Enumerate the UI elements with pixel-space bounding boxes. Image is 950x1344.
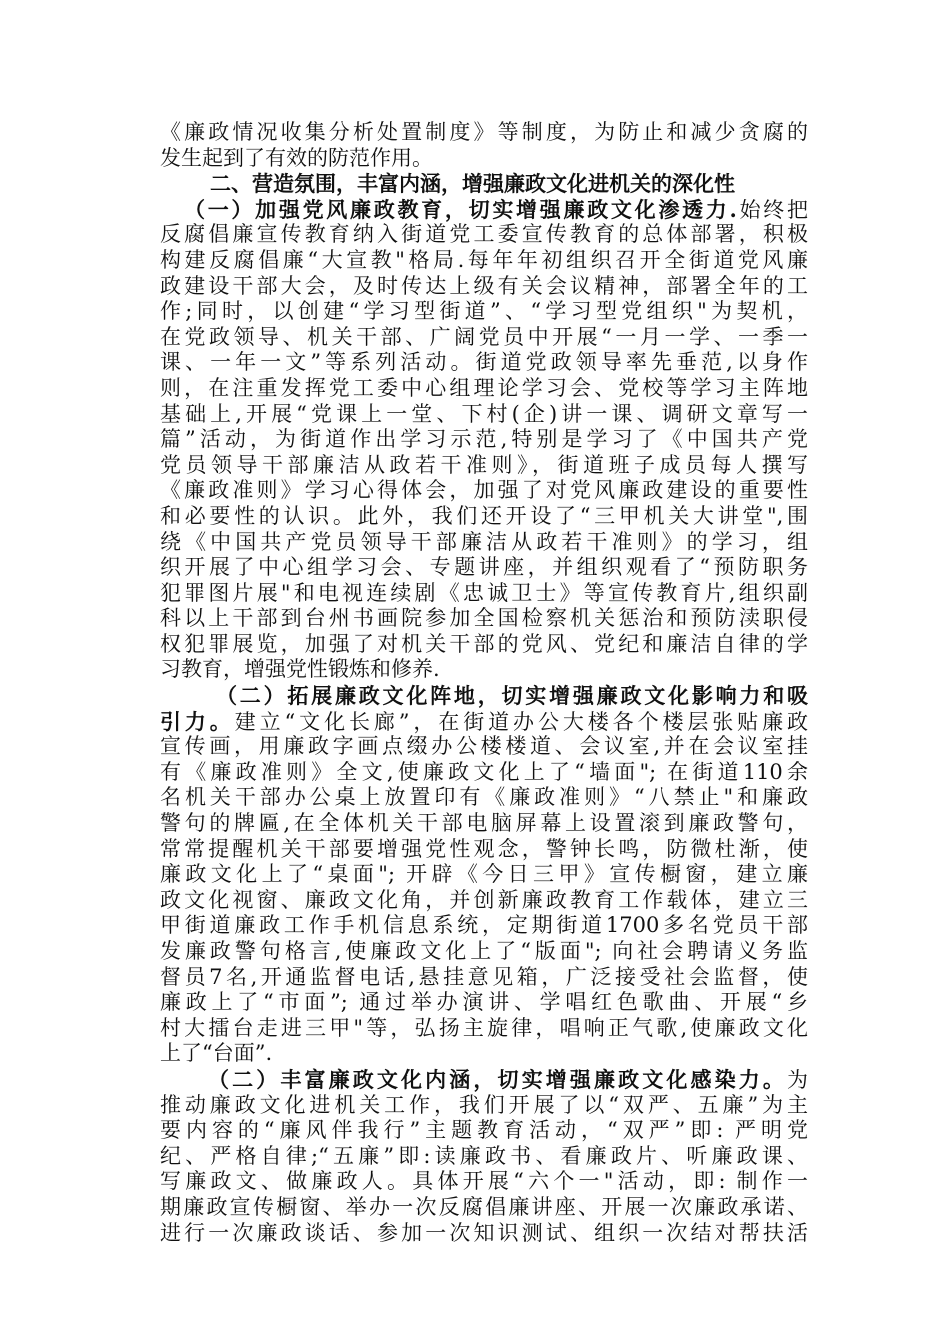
text-line: 进行一次廉政谈话、参加一次知识测试、组织一次结对帮扶活 — [160, 1220, 808, 1245]
text-line: 基础上,开展“党课上一堂、下村(企)讲一课、调研文章写一 — [160, 401, 808, 426]
subsection-2-heading-end: 引力。 — [160, 708, 235, 734]
document-page — [160, 120, 808, 1246]
text-line: 推动廉政文化进机关工作，我们开展了以“双严、五廉”为主 — [160, 1092, 808, 1117]
text-line: 犯罪图片展"和电视连续剧《忠诚卫士》等宣传教育片,组织副 — [160, 580, 808, 605]
subsection-1-heading: （一）加强党风廉政教育，切实增强廉政文化渗透力. — [184, 196, 737, 222]
paragraph-intro — [160, 120, 808, 171]
text-line: 督员7名,开通监督电话,悬挂意见箱，广泛接受社会监督，使 — [160, 964, 808, 989]
text-line: 党员领导干部廉洁从政若干准则》，街道班子成员每人撰写 — [160, 452, 808, 477]
text-line: 名机关干部办公桌上放置印有《廉政准则》“八禁止"和廉政 — [160, 785, 808, 810]
text-line: 发廉政警句格言,使廉政文化上了“版面"; 向社会聘请义务监 — [160, 939, 808, 963]
text-line: 期廉政宣传橱窗、举办一次反腐倡廉讲座、开展一次廉政承诺、 — [160, 1194, 808, 1219]
text-line: 作;同时，以创建“学习型街道”、“学习型党组织"为契机， — [160, 299, 808, 324]
text-line: 习教育，增强党性锻炼和修养. — [160, 657, 440, 682]
subsection-1 — [160, 197, 808, 683]
text-line: 则，在注重发挥党工委中心组理论学习会、党校等学习主阵地 — [160, 375, 808, 400]
text-line: 上了“台面”. — [160, 1041, 273, 1066]
text-line: 写廉政文、做廉政人。具体开展“六个一"活动，即: 制作一 — [160, 1169, 808, 1194]
text-line: 要内容的“廉风伴我行”主题教育活动，“双严”即: 严明党 — [160, 1118, 808, 1143]
subsection-2 — [160, 683, 808, 1067]
text-line: 织开展了中心组学习会、专题讲座，并组织观看了“预防职务 — [160, 555, 808, 580]
section-heading: 二、营造氛围，丰富内涵，增强廉政文化进机关的深化性 — [210, 171, 735, 197]
text-line: 和必要性的认识。此外，我们还开设了“三甲机关大讲堂",围 — [160, 503, 808, 528]
text-line: 警句的牌匾,在全体机关干部电脑屏幕上设置滚到廉政警句， — [160, 811, 808, 836]
text-line: 廉政上了“市面”; 通过举办演讲、学唱红色歌曲、开展“乡 — [160, 990, 808, 1015]
text-line: 政文化视窗、廉政文化角，并创新廉政教育工作载体，建立三 — [160, 887, 808, 912]
subsection-2-heading: （二）拓展廉政文化阵地，切实增强廉政文化影响力和吸 — [216, 683, 808, 709]
text-line: 发生起到了有效的防范作用。 — [160, 145, 433, 170]
subsection-2-second-line — [160, 709, 808, 735]
text-line: 课、一年一文”等系列活动。街道党政领导率先垂范,以身作 — [160, 350, 808, 375]
subsection-1-first-line — [160, 197, 808, 223]
subsection-3-first-line — [160, 1067, 808, 1093]
text-fragment: 为 — [787, 1067, 808, 1092]
text-line: 宣传画，用廉政字画点缀办公楼楼道、会议室,并在会议室挂 — [160, 734, 808, 759]
text-line: 构建反腐倡廉“大宣教"格局.每年年初组织召开全街道党风廉 — [160, 247, 808, 272]
text-line: 廉政文化上了“桌面"; 开辟《今日三甲》宣传橱窗，建立廉 — [160, 862, 808, 887]
text-fragment: 建立“文化长廊”，在街道办公大楼各个楼层张贴廉政 — [234, 709, 808, 734]
subsection-3-heading: （二）丰富廉政文化内涵，切实增强廉政文化感染力。 — [208, 1066, 787, 1092]
text-line: 有《廉政准则》全文,使廉政文化上了“墙面"; 在街道110余 — [160, 759, 808, 784]
subsection-3 — [160, 1067, 808, 1246]
text-line: 常常提醒机关干部要增强党性观念，警钟长鸣，防微杜渐，使 — [160, 836, 808, 861]
text-line: 反腐倡廉宣传教育纳入街道党工委宣传教育的总体部署，积极 — [160, 222, 808, 247]
text-line: 科以上干部到台州书画院参加全国检察机关惩治和预防渎职侵 — [160, 606, 808, 631]
text-line: 在党政领导、机关干部、广阔党员中开展“一月一学、一季一 — [160, 324, 808, 349]
text-line: 村大擂台走进三甲"等，弘扬主旋律，唱响正气歌,使廉政文化 — [160, 1015, 808, 1040]
text-line: 绕《中国共产党员领导干部廉洁从政若干准则》的学习，组 — [160, 529, 808, 554]
text-line: 篇”活动，为街道作出学习示范,特别是学习了《中国共产党 — [160, 427, 808, 452]
text-fragment: 始终把 — [736, 197, 808, 222]
text-line: 政建设干部大会，及时传达上级有关会议精神，部署全年的工 — [160, 273, 808, 298]
text-line: 《廉政准则》学习心得体会，加强了对党风廉政建设的重要性 — [160, 478, 808, 503]
text-line: 《廉政情况收集分析处置制度》等制度，为防止和减少贪腐的 — [160, 120, 808, 144]
text-line: 权犯罪展览，加强了对机关干部的党风、党纪和廉洁自律的学 — [160, 631, 808, 656]
text-line: 纪、严格自律;“五廉”即:读廉政书、看廉政片、听廉政课、 — [160, 1143, 808, 1168]
text-line: 甲街道廉政工作手机信息系统，定期街道1700多名党员干部 — [160, 913, 808, 938]
